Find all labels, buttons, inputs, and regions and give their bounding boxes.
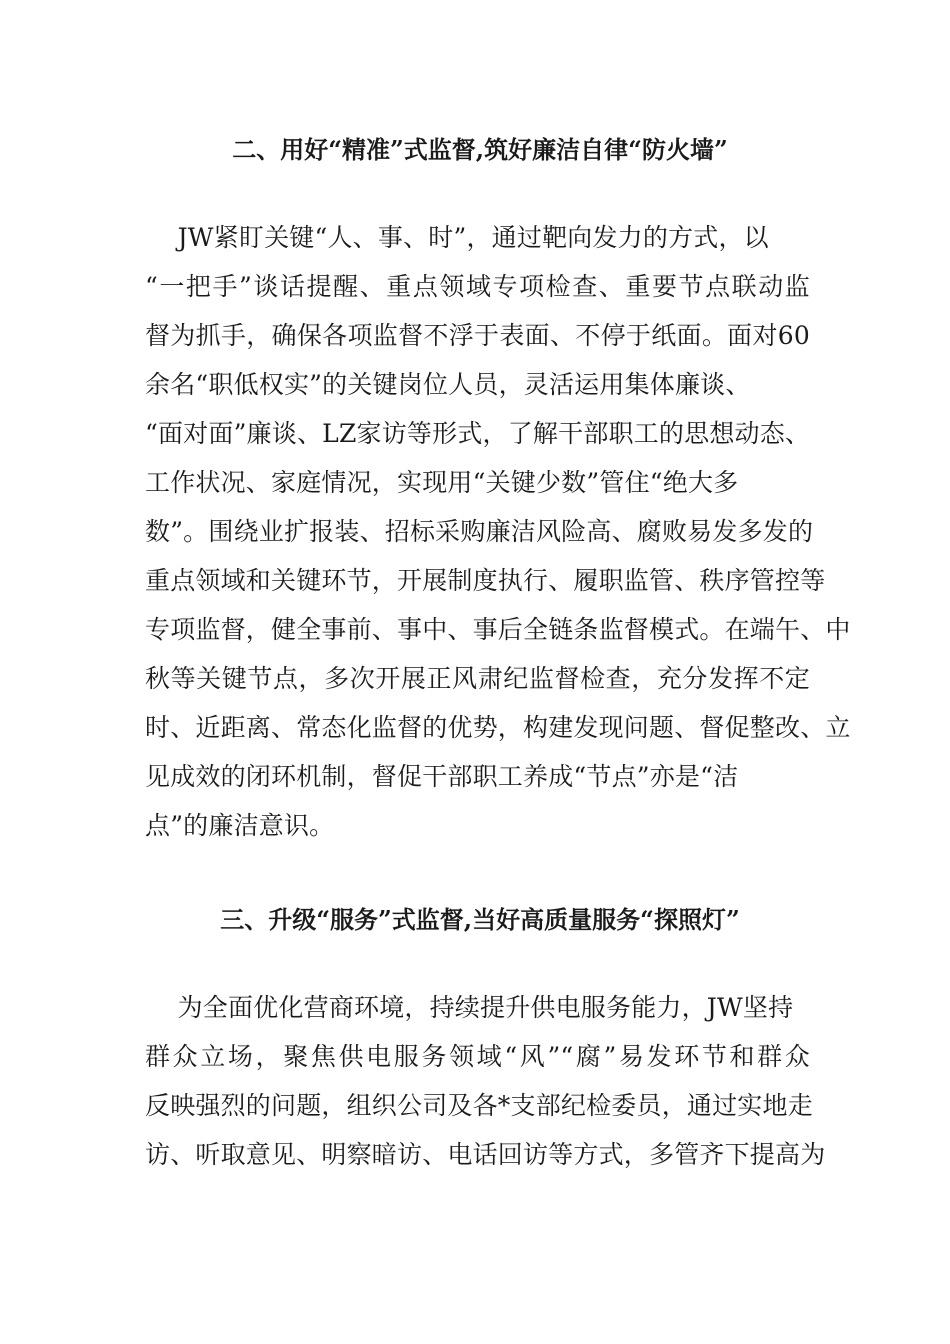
- paragraph-line: 时、近距离、常态化监督的优势，构建发现问题、督促整改、立: [145, 713, 851, 742]
- section-3-heading: 三、升级“服务”式监督,当好高质量服务“探照灯”: [220, 905, 740, 934]
- paragraph-line: 访、听取意见、明察暗访、电话回访等方式，多管齐下提高为: [145, 1140, 826, 1169]
- paragraph-line: 专项监督，健全事前、事中、事后全链条监督模式。在端午、中: [145, 615, 851, 644]
- paragraph-line: 工作状况、家庭情况，实现用“关键少数”管住“绝大多: [145, 468, 739, 497]
- paragraph-line: 重点领域和关键环节，开展制度执行、履职监管、秩序管控等: [145, 566, 826, 595]
- paragraph-line: 点”的廉洁意识。: [145, 811, 335, 840]
- section-3-paragraph: [145, 983, 826, 1179]
- paragraph-line: 为全面优化营商环境，持续提升供电服务能力，JW坚持: [145, 993, 794, 1022]
- paragraph-line: “一把手”谈话提醒、重点领域专项检查、重要节点联动监: [145, 272, 810, 301]
- paragraph-line: 数”。围绕业扩报装、招标采购廉洁风险高、腐败易发多发的: [145, 517, 814, 546]
- paragraph-line: 见成效的闭环机制，督促干部职工养成“节点”亦是“洁: [145, 762, 739, 791]
- section-2-heading: 二、用好“精准”式监督,筑好廉洁自律“防火墙”: [232, 135, 728, 164]
- paragraph-line: “面对面”廉谈、LZ家访等形式，了解干部职工的思想动态、: [145, 419, 811, 448]
- paragraph-line: 督为抓手，确保各项监督不浮于表面、不停于纸面。面对60: [145, 321, 810, 350]
- section-2-paragraph: [145, 213, 851, 850]
- paragraph-line: 群众立场，聚焦供电服务领域“风”“腐”易发环节和群众: [145, 1042, 810, 1071]
- paragraph-line: 反映强烈的问题，组织公司及各*支部纪检委员，通过实地走: [145, 1091, 813, 1120]
- paragraph-line: 余名“职低权实”的关键岗位人员，灵活运用集体廉谈、: [145, 370, 751, 399]
- paragraph-line: JW紧盯关键“人、事、时”，通过靶向发力的方式，以: [145, 223, 769, 252]
- paragraph-line: 秋等关键节点，多次开展正风肃纪监督检查，充分发挥不定: [145, 664, 810, 693]
